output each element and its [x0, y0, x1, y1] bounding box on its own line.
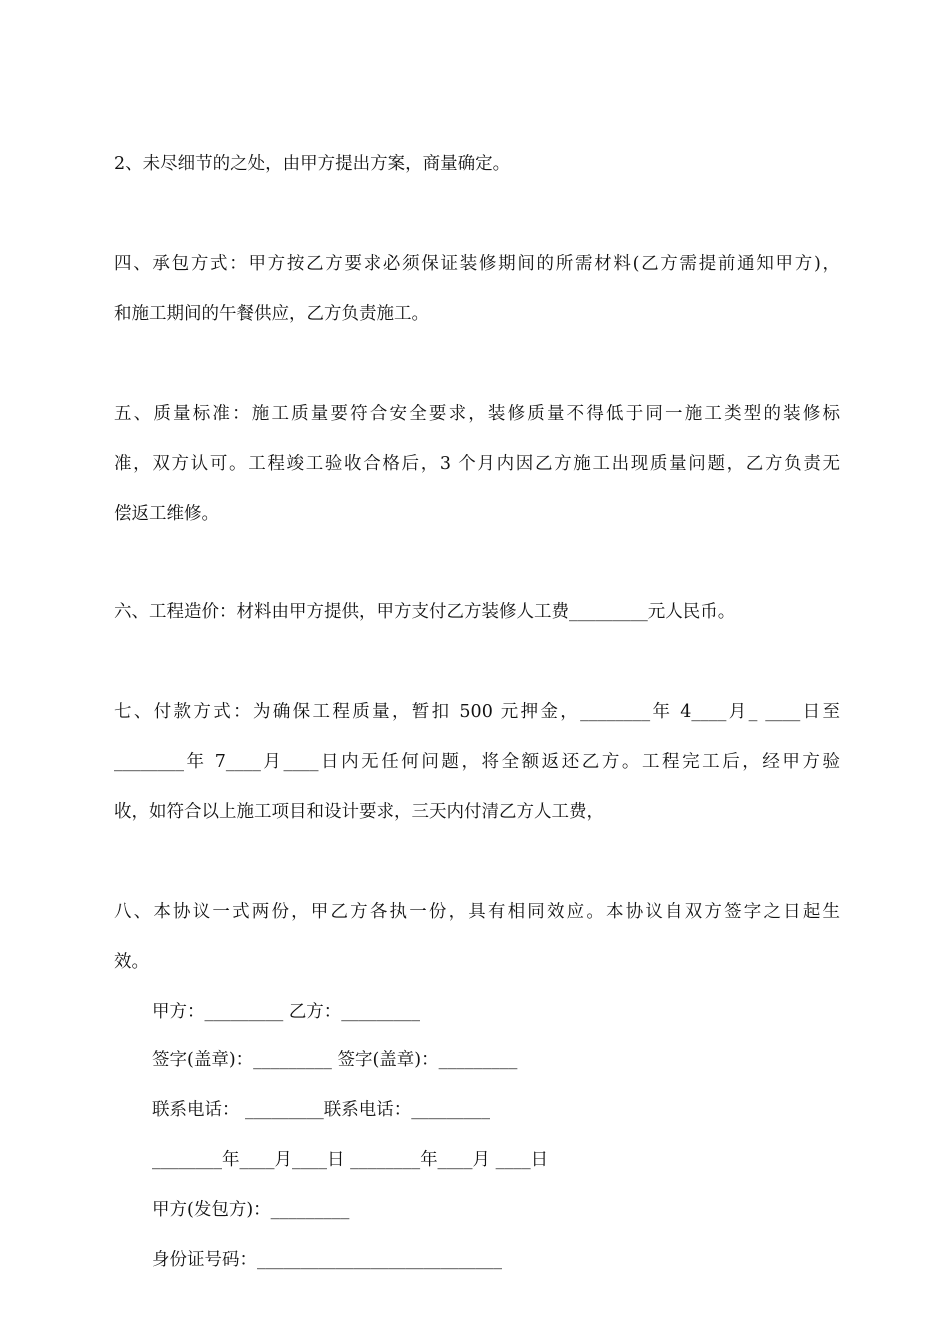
section-4-line-2: 和施工期间的午餐供应，乙方负责施工。	[114, 304, 429, 324]
signature-parties: 甲方：_________ 乙方：_________	[152, 1002, 421, 1022]
section-6-line-1: 六、工程造价：材料由甲方提供，甲方支付乙方装修人工费_________元人民币。	[114, 602, 736, 622]
party-a-contractor-line: 甲方(发包方)：_________	[152, 1200, 350, 1220]
section-8-line-1: 八、本协议一式两份，甲乙方各执一份，具有相同效应。本协议自双方签字之日起生	[114, 902, 840, 922]
section-8-line-2: 效。	[114, 952, 149, 972]
contact-phone-line: 联系电话： _________联系电话：_________	[152, 1100, 491, 1120]
section-5-line-1: 五、质量标准：施工质量要符合安全要求，装修质量不得低于同一施工类型的装修标	[114, 404, 840, 424]
section-7-line-2: ________年 7____月____日内无任何问题，将全额返还乙方。工程完工后，经甲方验	[114, 752, 840, 772]
section-5-line-3: 偿返工维修。	[114, 504, 219, 524]
clause-2-line-1: 2、未尽细节的之处，由甲方提出方案，商量确定。	[114, 154, 511, 174]
section-7-line-3: 收，如符合以上施工项目和设计要求，三天内付清乙方人工费，	[114, 802, 604, 822]
id-number-line: 身份证号码：____________________________	[152, 1250, 502, 1270]
section-5-line-2: 准，双方认可。工程竣工验收合格后，3 个月内因乙方施工出现质量问题，乙方负责无	[114, 454, 840, 474]
signature-date-line: ________年____月____日 ________年____月 ____日	[152, 1150, 549, 1170]
section-4-line-1: 四、承包方式：甲方按乙方要求必须保证装修期间的所需材料(乙方需提前通知甲方)，	[114, 254, 840, 274]
section-7-line-1: 七、付款方式：为确保工程质量，暂扣 500 元押金，________年 4____月_ ____日至	[114, 702, 840, 722]
signature-seal-line: 签字(盖章)：_________ 签字(盖章)：_________	[152, 1050, 518, 1070]
